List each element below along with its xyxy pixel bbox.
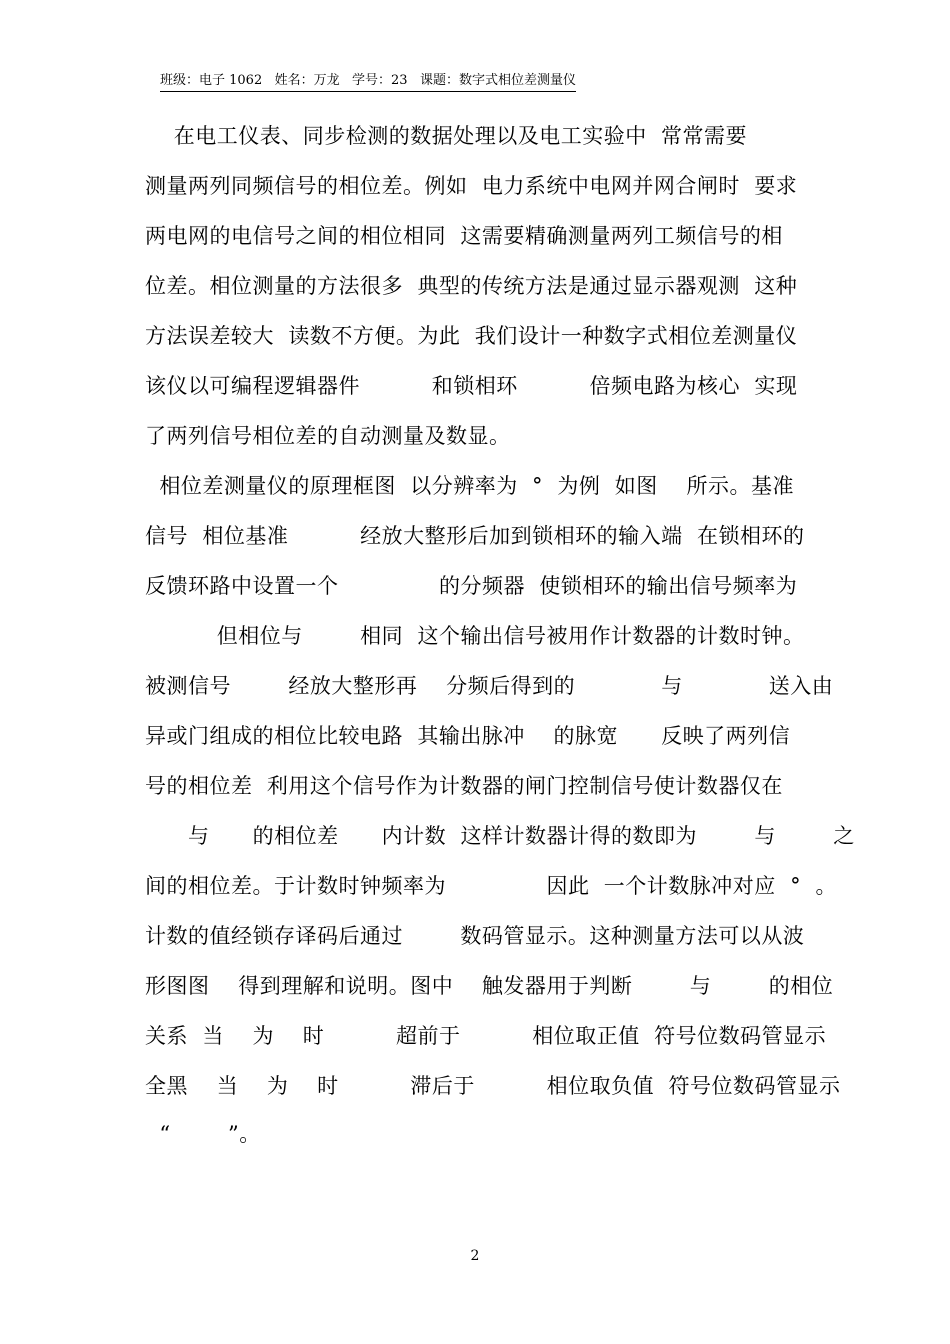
paragraph-2-line-3: 反馈环路中设置一个 的分频器 使锁相环的输出信号频率为 xyxy=(145,574,798,598)
paragraph-2-line-6: 异或门组成的相位比较电路 其输出脉冲 的脉宽 反映了两列信 xyxy=(145,724,791,748)
paragraph-2-line-1: 相位差测量仪的原理框图 以分辨率为 ° 为例 如图 所示。基准 xyxy=(145,474,794,498)
paragraph-1-line-2: 测量两列同频信号的相位差。例如 电力系统中电网并网合闸时 要求 xyxy=(145,174,798,198)
paragraph-2-line-14: “ ”。 xyxy=(145,1122,261,1146)
paragraph-2-line-9: 间的相位差。于计数时钟频率为 因此 一个计数脉冲对应 ° 。 xyxy=(145,874,838,898)
paragraph-2-line-4: 但相位与 相同 这个输出信号被用作计数器的计数时钟。 xyxy=(145,624,805,648)
document-header: 班级：电子 1062 姓名：万龙 学号：23 课题：数字式相位差测量仪 xyxy=(160,72,576,92)
paragraph-2-line-13: 全黑 当 为 时 滞后于 相位取负值 符号位数码管显示 xyxy=(145,1074,841,1098)
paragraph-1-line-1: 在电工仪表、同步检测的数据处理以及电工实验中 常常需要 xyxy=(145,124,748,148)
paragraph-1-line-4: 位差。相位测量的方法很多 典型的传统方法是通过显示器观测 这种 xyxy=(145,274,798,298)
page-number: 2 xyxy=(470,1248,480,1264)
paragraph-2-line-12: 关系 当 为 时 超前于 相位取正值 符号位数码管显示 xyxy=(145,1024,827,1048)
paragraph-1-line-6: 该仪以可编程逻辑器件 和锁相环 倍频电路为核心 实现 xyxy=(145,374,798,398)
paragraph-2-line-8: 与 的相位差 内计数 这样计数器计得的数即为 与 之 xyxy=(145,824,855,848)
paragraph-1-line-7: 了两列信号相位差的自动测量及数显。 xyxy=(145,424,511,448)
paragraph-2-line-5: 被测信号 经放大整形再 分频后得到的 与 送入由 xyxy=(145,674,834,698)
paragraph-2-line-10: 计数的值经锁存译码后通过 数码管显示。这种测量方法可以从波 xyxy=(145,924,805,948)
paragraph-2-line-7: 号的相位差 利用这个信号作为计数器的闸门控制信号使计数器仅在 xyxy=(145,774,783,798)
paragraph-2-line-2: 信号 相位基准 经放大整形后加到锁相环的输入端 在锁相环的 xyxy=(145,524,805,548)
paragraph-1-line-5: 方法误差较大 读数不方便。为此 我们设计一种数字式相位差测量仪 xyxy=(145,324,798,348)
paragraph-2-line-11: 形图图 得到理解和说明。图中 触发器用于判断 与 的相位 xyxy=(145,974,834,998)
paragraph-1-line-3: 两电网的电信号之间的相位相同 这需要精确测量两列工频信号的相 xyxy=(145,224,783,248)
